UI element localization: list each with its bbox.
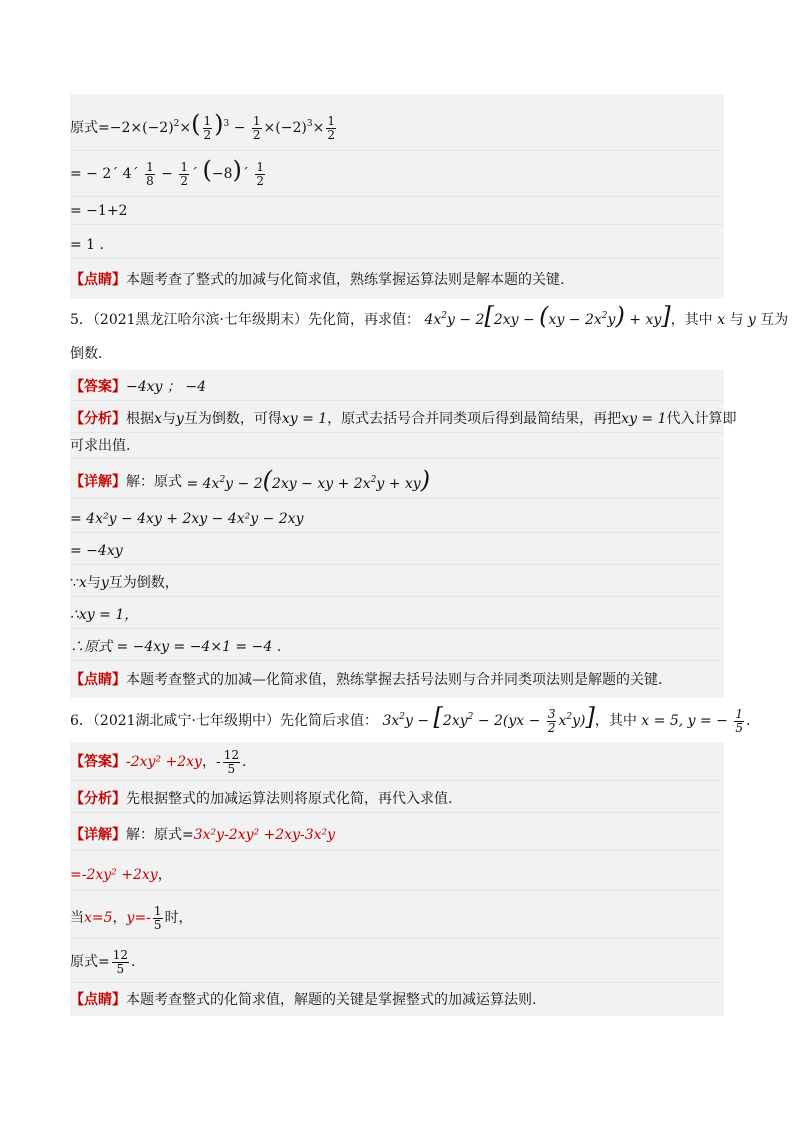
question-5-stem-cont: 倒数． bbox=[70, 346, 112, 362]
solution-step-2: = − 2´ 4´ $\frac{1}{8}$ − $\frac{1}{2}$ ´ (−8)´ $\frac{1}{2}$ bbox=[70, 152, 724, 197]
analysis-line: 【分析】 根据 x 与 y 互为倒数，可得 xy = 1 ，原式去括号合并同类项后得到最简结果，再把 xy = 1 代入计算即 bbox=[70, 406, 724, 433]
solution-block-5 bbox=[70, 370, 737, 698]
question-5-expression: $4x^2y - 2[2xy - (xy - 2x^2y) + xy]$ bbox=[424, 302, 671, 330]
therefore-line-2: ∴原式 = −4xy = −4×1 = −4 . bbox=[70, 634, 724, 661]
analysis-line-cont: 可求出值. bbox=[70, 434, 724, 459]
review-tag: 【点睛】 bbox=[70, 272, 126, 288]
answer-line: 【答案】 -2xy² +2xy ，- $\frac{12}{5}$ . bbox=[70, 744, 724, 781]
analysis-line: 【分析】 先根据整式的加减运算法则将原式化简，再代入求值. bbox=[70, 786, 724, 813]
detail-step-2: =-2xy² +2xy ， bbox=[70, 860, 724, 891]
review-line: 【点睛】 本题考查了整式的加减与化简求值，熟练掌握运算法则是解本题的关键. bbox=[70, 272, 565, 288]
solution-block-6 bbox=[70, 742, 724, 1016]
result-line: 原式= $\frac{12}{5}$ . bbox=[70, 942, 724, 983]
because-line: ∵ x 与 y 互为倒数， bbox=[70, 570, 724, 597]
question-5-stem: 5．（2021黑龙江哈尔滨·七年级期末）先化简，再求值： $4x^2y - 2[2xy - (xy - 2x^2y) + xy]$，其中 x 与 y 互为 bbox=[70, 302, 789, 330]
therefore-line-1: ∴xy = 1， bbox=[70, 602, 724, 629]
solution-step-1: 原式= $-2\times(-2)^2\times$( $\frac{1}{2}$ )$^3$ − $\frac{1}{2}$ $\times(-2)^3\times$ $\frac{1}{2}$ bbox=[70, 106, 724, 151]
detail-step-3: = −4xy bbox=[70, 538, 724, 565]
question-6-expression: $3x^2y - [2xy^2 - 2(yx$ − $\frac{3}{2}$ $x^2y$)] bbox=[382, 703, 595, 735]
solution-step-3: = −1+2 bbox=[70, 198, 724, 225]
question-6-stem: 6．（2021湖北咸宁·七年级期中）先化简后求值： $3x^2y - [2xy^2 - 2(yx$ − $\frac{3}{2}$ $x^2y$)]，其中 x = 5, y = − $\frac{1}{5}$ . bbox=[70, 703, 751, 735]
detail-line: 【详解】 解：原式= 3x²y-2xy² +2xy-3x²y bbox=[70, 820, 724, 851]
substitute-line: 当 x=5 ， y=- $\frac{1}{5}$ 时， bbox=[70, 898, 724, 939]
review-line: 【点睛】 本题考查整式的化简求值，解题的关键是掌握整式的加减运算法则. bbox=[70, 992, 537, 1008]
detail-step-2: = 4x²y − 4xy + 2xy − 4x²y − 2xy bbox=[70, 506, 724, 533]
solution-block-4 bbox=[70, 94, 724, 299]
review-line: 【点睛】 本题考查整式的加减—化简求值，熟练掌握去括号法则与合并同类项法则是解题的关键. bbox=[70, 672, 663, 688]
answer-line: 【答案】 −4xy ； −4 bbox=[70, 374, 724, 401]
detail-line: 【详解】 解：原式 = $4x^2y - 2(2xy$ − xy + $2x^2y + xy$) bbox=[70, 466, 724, 499]
solution-step-4: = 1 . bbox=[70, 232, 724, 259]
expression: $-2\times(-2)^2\times$( $\frac{1}{2}$ )$^3$ − $\frac{1}{2}$ $\times(-2)^3\times$ $\frac{1}{2}$ bbox=[109, 110, 335, 142]
